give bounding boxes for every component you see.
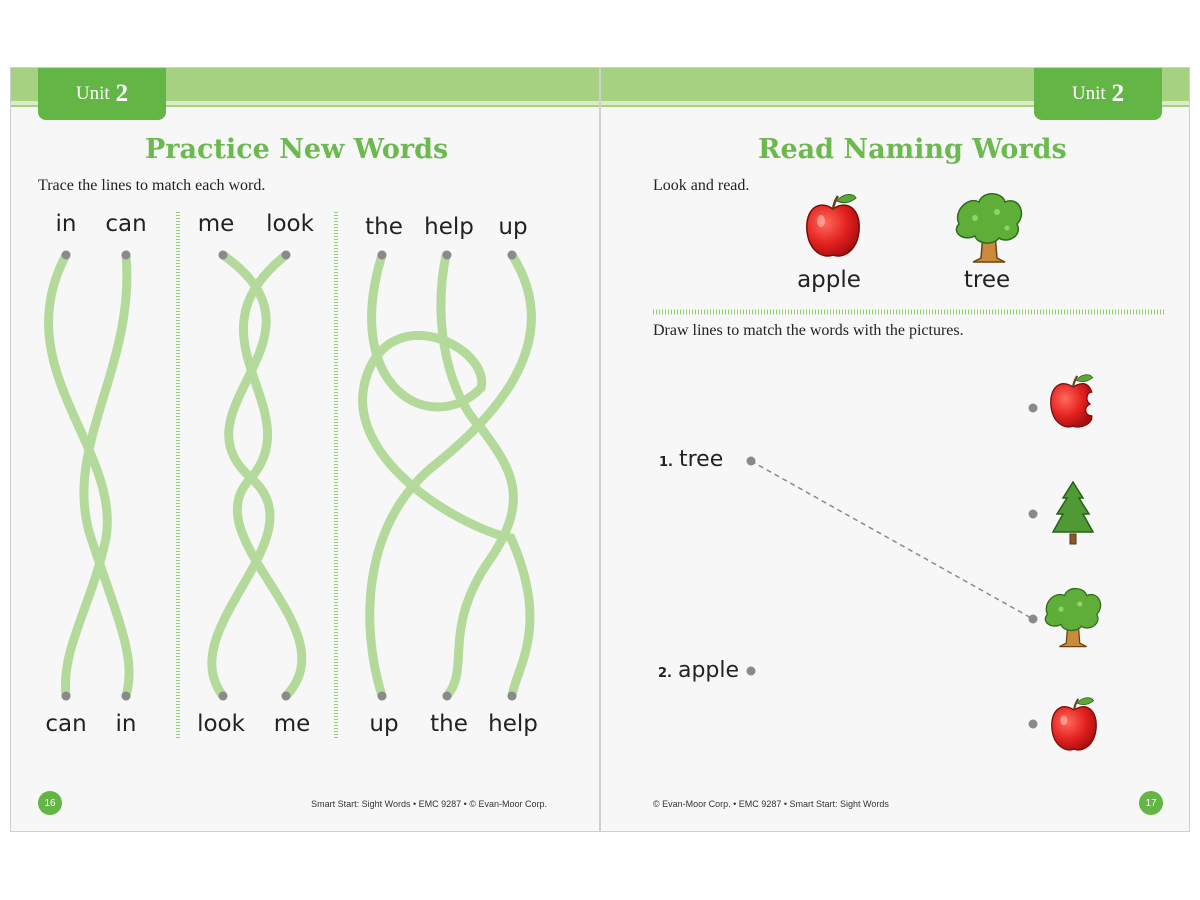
match-number: 2. — [658, 666, 672, 681]
page-number: 16 — [38, 791, 62, 815]
bottom-word: me — [273, 711, 311, 737]
instruction-look: Look and read. — [653, 177, 750, 194]
credit-line: © Evan-Moor Corp. • EMC 9287 • Smart Start: Sight Words — [653, 799, 889, 809]
unit-number: 2 — [1111, 80, 1125, 107]
picture-dot — [1029, 510, 1038, 519]
bottom-word: up — [369, 711, 399, 737]
example-match-line — [751, 461, 1033, 619]
picture-dot — [1029, 404, 1038, 413]
match-word — [658, 658, 739, 683]
unit-label: Unit — [75, 83, 110, 104]
end-dot — [122, 692, 131, 701]
pine-tree-icon — [1053, 482, 1093, 544]
start-dot — [378, 251, 387, 260]
instruction-draw: Draw lines to match the words with the pictures. — [653, 322, 964, 339]
bitten-apple-icon — [1051, 375, 1093, 427]
top-word: look — [266, 211, 314, 237]
end-dot — [219, 692, 228, 701]
page-title: Read Naming Words — [758, 134, 1067, 165]
apple-icon — [807, 195, 859, 256]
top-word: can — [105, 211, 147, 237]
instruction: Trace the lines to match each word. — [38, 177, 266, 194]
right-page — [600, 67, 1190, 832]
start-dot — [219, 251, 228, 260]
end-dot — [508, 692, 517, 701]
page-number: 17 — [1139, 791, 1163, 815]
bottom-word: in — [115, 711, 137, 737]
credit-line: Smart Start: Sight Words • EMC 9287 • © Evan-Moor Corp. — [311, 799, 547, 809]
bottom-word: can — [45, 711, 87, 737]
tree-icon — [1045, 589, 1100, 647]
end-dot — [378, 692, 387, 701]
unit-number: 2 — [115, 80, 129, 107]
end-dot — [282, 692, 291, 701]
start-dot — [508, 251, 517, 260]
trace-line — [441, 255, 514, 696]
top-word: me — [197, 211, 235, 237]
match-number: 1. — [659, 455, 673, 470]
word-dot — [747, 667, 756, 676]
start-dot — [282, 251, 291, 260]
top-word: the — [365, 214, 403, 240]
unit-label: Unit — [1071, 83, 1106, 104]
tree-icon — [956, 194, 1021, 262]
start-dot — [443, 251, 452, 260]
top-word: help — [424, 214, 474, 240]
bottom-word: look — [197, 711, 245, 737]
start-dot — [62, 251, 71, 260]
bottom-word: help — [488, 711, 538, 737]
top-word: up — [498, 214, 528, 240]
end-dot — [443, 692, 452, 701]
match-word-text: tree — [678, 447, 724, 472]
bottom-word: the — [430, 711, 468, 737]
end-dot — [62, 692, 71, 701]
start-dot — [122, 251, 131, 260]
trace-line — [84, 255, 129, 696]
match-word — [659, 447, 723, 472]
picture-dot — [1029, 720, 1038, 729]
apple-icon — [1052, 698, 1097, 750]
match-word-text: apple — [677, 658, 740, 683]
example-word: apple — [797, 267, 861, 293]
page-title: Practice New Words — [145, 134, 449, 165]
trace-line — [49, 255, 108, 696]
example-word: tree — [963, 267, 1011, 293]
top-word: in — [55, 211, 77, 237]
left-page — [10, 67, 600, 832]
